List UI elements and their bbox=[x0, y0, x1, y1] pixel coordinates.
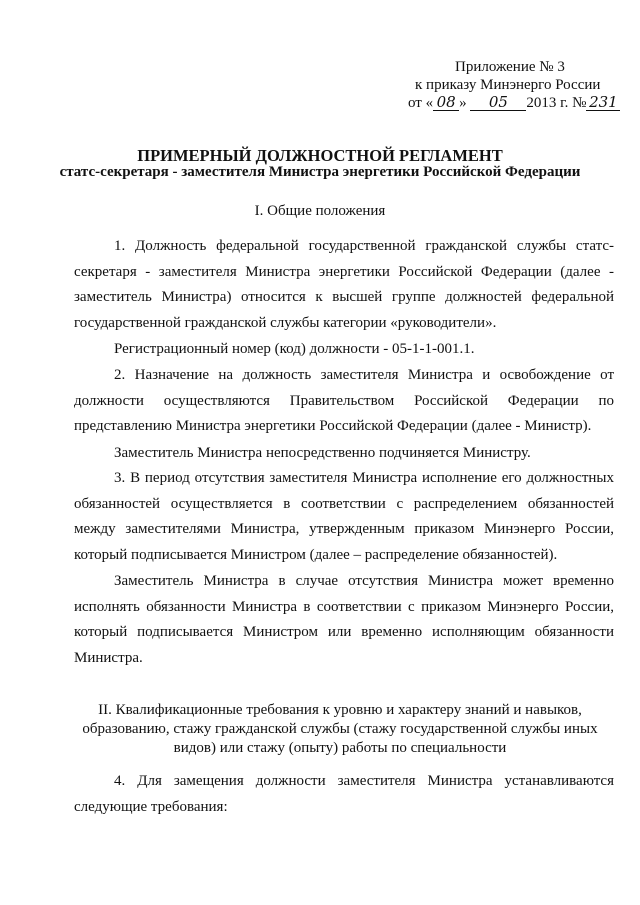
handwritten-day: 08 bbox=[433, 95, 459, 111]
section-heading-1: I. Общие положения bbox=[254, 203, 386, 219]
date-year: 2013 г. № bbox=[526, 95, 587, 111]
document-subtitle: статс-секретаря - заместителя Министра энергетики Российской Федерации bbox=[59, 164, 581, 180]
paragraph: Заместитель Министра непосредственно подчиняется Министру. bbox=[114, 445, 531, 461]
handwritten-month: 05 bbox=[470, 95, 526, 111]
appendix-number: Приложение № 3 bbox=[455, 59, 565, 75]
paragraph: 4. Для замещения должности заместителя Министра устанавливаются следующие требования: bbox=[74, 773, 614, 815]
paragraph: Регистрационный номер (код) должности - 05-1-1-001.1. bbox=[114, 341, 475, 357]
section-heading-2: II. Квалификационные требования к уровню и характеру знаний и навыков, образованию, стажу гражданской службы (стажу государственной службы иных видов) или стажу (опыту) работы по специальности bbox=[82, 702, 598, 756]
paragraph: 3. В период отсутствия заместителя Министра исполнение его должностных обязанностей осуществляется в соответствии с распределением обязанностей между заместителями Министра, утвержденным приказом Минэнерго России, который подписывается Министром (далее – распределение обязанностей). bbox=[74, 470, 614, 563]
document-title: ПРИМЕРНЫЙ ДОЛЖНОСТНОЙ РЕГЛАМЕНТ bbox=[137, 146, 503, 165]
appendix-order-ref: к приказу Минэнерго России bbox=[415, 77, 601, 93]
appendix-block bbox=[408, 58, 618, 112]
paragraph: 1. Должность федеральной государственной гражданской службы статс-секретаря - заместителя Министра энергетики Российской Федерации (далее - заместитель Министра) относится к высшей группе должностей федеральной государственной гражданской службы категории «руководители». bbox=[74, 238, 614, 331]
handwritten-order-number: 231 bbox=[586, 95, 620, 111]
appendix-date-line bbox=[408, 94, 618, 112]
paragraph: Заместитель Министра в случае отсутствия Министра может временно исполнять обязанности Министра в соответствии с приказом Минэнерго России, который подписывается Министром или временно исполняющим обязанности Министра. bbox=[74, 573, 614, 666]
date-mid: » bbox=[459, 95, 467, 111]
paragraph: 2. Назначение на должность заместителя Министра и освобождение от должности осуществляются Правительством Российской Федерации по представлению Министра энергетики Российской Федерации (далее - Министр). bbox=[74, 367, 614, 434]
date-prefix: от « bbox=[408, 95, 434, 111]
